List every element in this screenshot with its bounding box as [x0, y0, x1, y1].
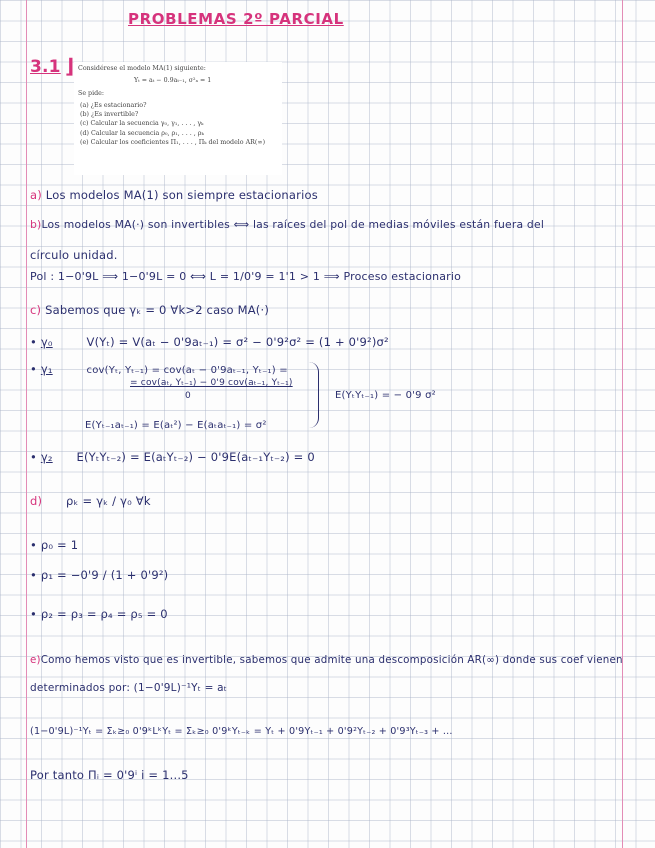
- gamma2-label: γ₂: [40, 450, 53, 464]
- gamma1-formula-d: E(Yₜ₋₁aₜ₋₁) = E(aₜ²) − E(aₜaₜ₋₁) = σ²: [85, 420, 267, 431]
- margin-line-left: [26, 0, 27, 848]
- gamma1-formula-b: = cov(aₜ, Yₜ₋₁) − 0'9 cov(aₜ₋₁, Yₜ₋₁): [130, 378, 293, 388]
- answer-e-line2: determinados por: (1−0'9L)⁻¹Yₜ = aₜ: [30, 682, 228, 694]
- statement-item: (c) Calcular la secuencia γ₀, γ₁, . . . , γₖ: [80, 120, 204, 128]
- answer-c-label: c): [30, 303, 42, 317]
- brace: [308, 362, 319, 428]
- answer-b-text: Los modelos MA(·) son invertibles ⟺ las raíces del pol de medias móviles están fuera del: [41, 218, 545, 231]
- statement-ask: Se pide:: [78, 89, 104, 97]
- gamma1-row: • γ₁ cov(Yₜ, Yₜ₋₁) = cov(aₜ − 0'9aₜ₋₁, Yₜ₋₁) =: [30, 362, 288, 376]
- rho-rest: • ρ₂ = ρ₃ = ρ₄ = ρ₅ = 0: [30, 607, 168, 621]
- gamma0-row: • γ₀ V(Yₜ) = V(aₜ − 0'9aₜ₋₁) = σ² − 0'9²σ² = (1 + 0'9²)σ²: [30, 335, 389, 349]
- statement-equation: Yₜ = aₜ − 0.9aₜ₋₁, σ²ₐ = 1: [134, 77, 212, 85]
- rho1: • ρ₁ = −0'9 / (1 + 0'9²): [30, 568, 169, 582]
- problem-number-bracket: ⌋: [65, 54, 75, 78]
- answer-a: [30, 188, 318, 202]
- statement-item: (a) ¿Es estacionario?: [80, 101, 147, 109]
- statement-item: (b) ¿Es invertible?: [80, 111, 139, 119]
- rho-definition: ρₖ = γₖ / γ₀ ∀k: [66, 494, 151, 508]
- page-title: PROBLEMAS 2º PARCIAL: [128, 10, 344, 28]
- statement-item: (e) Calcular los coeficientes Π₁, . . . , Πₖ del modelo AR(∞): [80, 139, 266, 147]
- answer-b-label: b): [30, 218, 42, 231]
- answer-a-text: Los modelos MA(1) son siempre estacionarios: [45, 188, 318, 202]
- gamma0-formula: V(Yₜ) = V(aₜ − 0'9aₜ₋₁) = σ² − 0'9²σ² = (1 + 0'9²)σ²: [86, 335, 389, 349]
- answer-c-intro-row: [30, 303, 269, 317]
- answer-e-line3: (1−0'9L)⁻¹Yₜ = Σₖ≥₀ 0'9ᵏLᵏYₜ = Σₖ≥₀ 0'9ᵏYₜ₋ₖ = Yₜ + 0'9Yₜ₋₁ + 0'9²Yₜ₋₂ + 0'9³Yₜ₋₃ + ...: [30, 726, 453, 737]
- gamma2-row: • γ₂ E(YₜYₜ₋₂) = E(aₜYₜ₋₂) − 0'9E(aₜ₋₁Yₜ₋₂) = 0: [30, 450, 315, 464]
- gamma2-formula: E(YₜYₜ₋₂) = E(aₜYₜ₋₂) − 0'9E(aₜ₋₁Yₜ₋₂) = 0: [76, 450, 315, 464]
- gamma1-formula-c: 0: [185, 391, 191, 401]
- rho0: • ρ₀ = 1: [30, 538, 79, 552]
- answer-d-label: d): [30, 494, 43, 508]
- gamma1-label: γ₁: [40, 362, 53, 376]
- gamma1-formula-a: cov(Yₜ, Yₜ₋₁) = cov(aₜ − 0'9aₜ₋₁, Yₜ₋₁) =: [86, 365, 288, 376]
- answer-b-line2: círculo unidad.: [30, 248, 118, 262]
- answer-b-line1: [30, 218, 544, 231]
- problem-statement-image: [74, 62, 282, 175]
- answer-d-row: [30, 494, 151, 508]
- answer-c-intro: Sabemos que γₖ = 0 ∀k>2 caso MA(·): [45, 303, 270, 317]
- answer-e-label: e): [30, 654, 41, 666]
- answer-e-line1: [30, 654, 623, 666]
- answer-a-label: a): [30, 188, 42, 202]
- gamma0-label: γ₀: [40, 335, 53, 349]
- answer-e-text: Como hemos visto que es invertible, sabemos que admite una descomposición AR(∞) donde sus coef vienen: [40, 654, 623, 666]
- answer-b-line3: Pol : 1−0'9L ⟹ 1−0'9L = 0 ⟺ L = 1/0'9 = 1'1 > 1 ⟹ Proceso estacionario: [30, 270, 462, 283]
- gamma1-result: E(YₜYₜ₋₁) = − 0'9 σ²: [335, 390, 436, 401]
- statement-item: (d) Calcular la secuencia ρ₀, ρ₁, . . . , ρₖ: [80, 129, 204, 137]
- statement-intro: Considérese el modelo MA(1) siguiente:: [78, 65, 206, 72]
- answer-e-line4: Por tanto Πᵢ = 0'9ⁱ i = 1...5: [30, 768, 189, 782]
- problem-number: 3.1: [30, 57, 61, 77]
- margin-line-right: [622, 0, 623, 848]
